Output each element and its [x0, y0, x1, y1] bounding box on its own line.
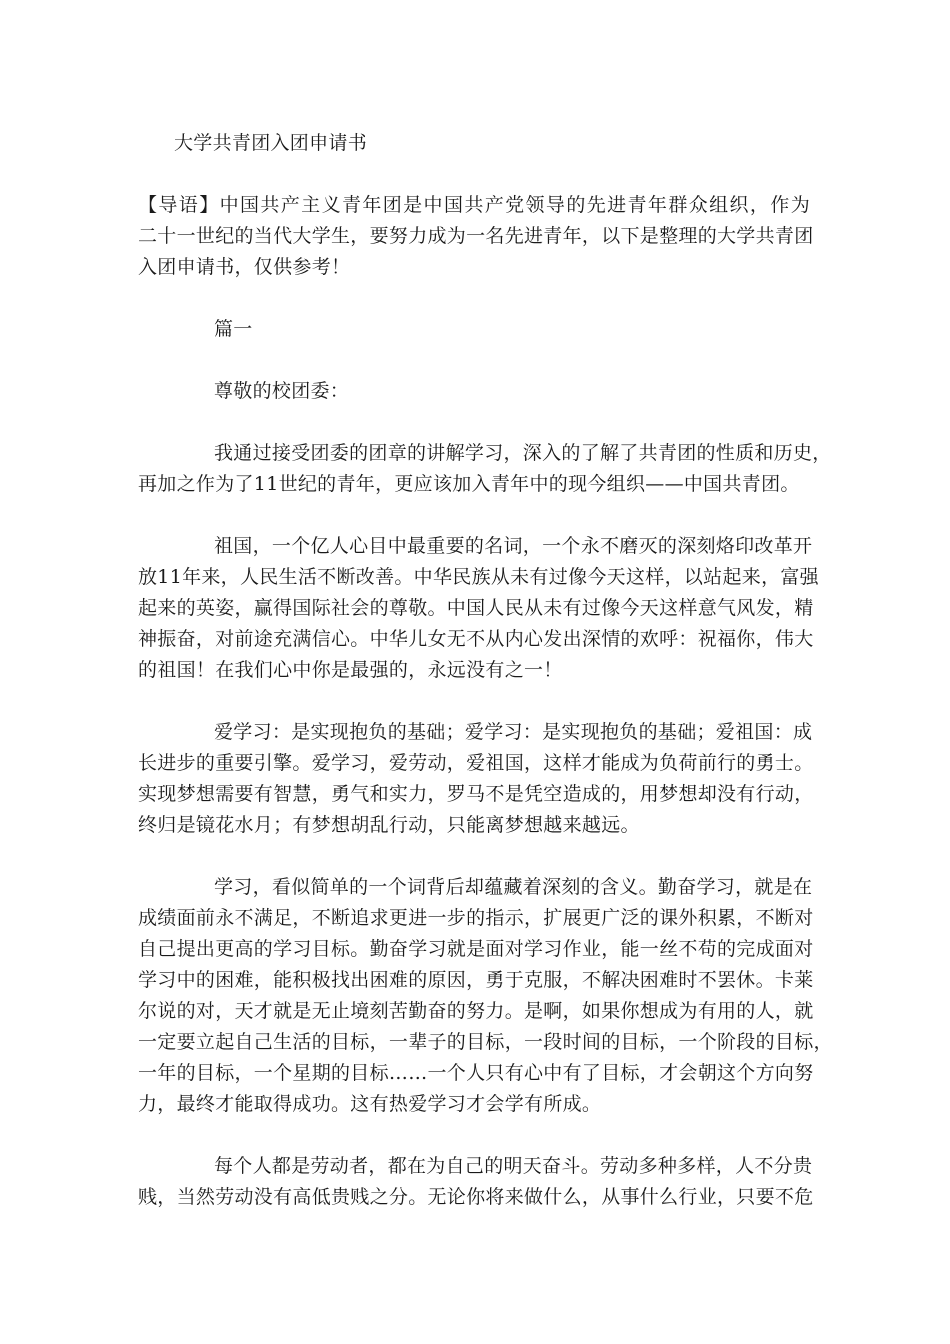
paragraph-line: 自己提出更高的学习目标。勤奋学习就是面对学习作业，能一丝不苟的完成面对 — [138, 938, 814, 960]
paragraph-line: 力，最终才能取得成功。这有热爱学习才会学有所成。 — [138, 1093, 602, 1115]
paragraph-line: 贱，当然劳动没有高低贵贱之分。无论你将来做什么，从事什么行业，只要不危 — [138, 1186, 814, 1208]
spacer — [138, 159, 810, 190]
spacer — [138, 686, 810, 717]
paragraph-line: 长进步的重要引擎。爱学习，爱劳动，爱祖国，这样才能成为负荷前行的勇士。 — [138, 752, 814, 774]
paragraph — [138, 531, 819, 686]
spacer — [138, 841, 810, 872]
paragraph-line: 祖国，一个亿人心目中最重要的名词，一个永不磨灭的深刻烙印改革开 — [214, 535, 813, 557]
spacer — [138, 407, 810, 438]
paragraph — [138, 438, 832, 500]
paragraph-line: 我通过接受团委的团章的讲解学习，深入的了解了共青团的性质和历史， — [214, 442, 832, 464]
paragraph-line: 一年的目标，一个星期的目标……一个人只有心中有了目标，才会朝这个方向努 — [138, 1062, 814, 1084]
paragraph-line: 神振奋，对前途充满信心。中华儿女无不从内心发出深情的欢呼：祝福你，伟大 — [138, 628, 814, 650]
paragraph-line: 每个人都是劳动者，都在为自己的明天奋斗。劳动多种多样，人不分贵 — [214, 1155, 813, 1177]
section-heading: 篇一 — [214, 318, 253, 340]
document-page — [138, 128, 833, 1213]
salutation: 尊敬的校团委： — [214, 380, 350, 402]
spacer — [138, 345, 810, 376]
intro-line: 二十一世纪的当代大学生，要努力成为一名先进青年，以下是整理的大学共青团 — [138, 225, 814, 247]
spacer — [138, 500, 810, 531]
intro-line: 【导语】中国共产主义青年团是中国共产党领导的先进青年群众组织，作为 — [138, 194, 810, 216]
paragraph-line: 实现梦想需要有智慧，勇气和实力，罗马不是凭空造成的，用梦想却没有行动， — [138, 783, 814, 805]
paragraph-line: 起来的英姿，赢得国际社会的尊敬。中国人民从未有过像今天这样意气风发，精 — [138, 597, 814, 619]
spacer — [138, 283, 810, 314]
paragraph — [138, 1151, 814, 1213]
paragraph-line: 成绩面前永不满足，不断追求更进一步的指示，扩展更广泛的课外积累，不断对 — [138, 907, 814, 929]
paragraph — [138, 717, 814, 841]
paragraph — [138, 872, 833, 1120]
paragraph-line: 学习，看似简单的一个词背后却蕴藏着深刻的含义。勤奋学习，就是在 — [214, 876, 813, 898]
paragraph-line: 再加之作为了11世纪的青年，更应该加入青年中的现今组织——中国共青团。 — [138, 473, 800, 495]
paragraph-line: 学习中的困难，能积极找出困难的原因，勇于克服，不解决困难时不罢休。卡莱 — [138, 969, 814, 991]
paragraph-line: 的祖国！在我们心中你是最强的，永远没有之一！ — [138, 659, 563, 681]
document-title: 大学共青团入团申请书 — [174, 132, 368, 154]
paragraph-line: 尔说的对，天才就是无止境刻苦勤奋的努力。是啊，如果你想成为有用的人，就 — [138, 1000, 814, 1022]
spacer — [138, 1120, 810, 1151]
intro-line: 入团申请书，仅供参考！ — [138, 256, 351, 278]
paragraph-line: 爱学习：是实现抱负的基础；爱学习：是实现抱负的基础；爱祖国：成 — [214, 721, 813, 743]
paragraph-line: 放11年来，人民生活不断改善。中华民族从未有过像今天这样，以站起来，富强 — [138, 566, 819, 588]
paragraph-line: 一定要立起自己生活的目标，一辈子的目标，一段时间的目标，一个阶段的目标， — [138, 1031, 833, 1053]
paragraph-line: 终归是镜花水月；有梦想胡乱行动，只能离梦想越来越远。 — [138, 814, 640, 836]
